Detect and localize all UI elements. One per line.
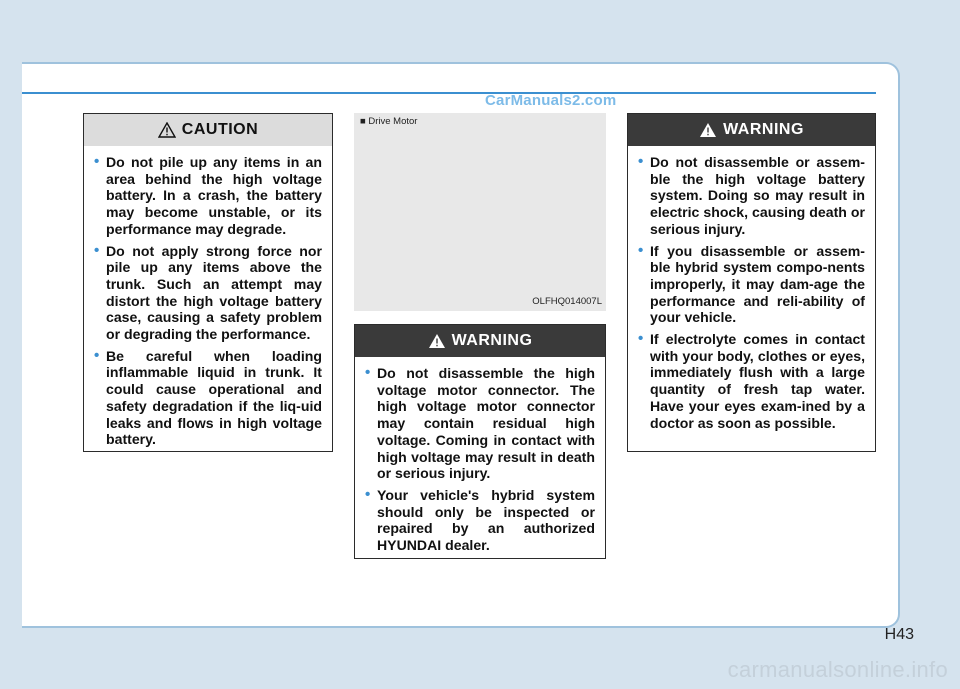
caution-title: CAUTION	[181, 121, 259, 138]
list-item: • Do not apply strong force nor pile up any items above the trunk. Such an attempt may distort the high voltage battery case, causing a safety problem or degrading the performance.	[94, 241, 322, 343]
drive-motor-figure	[354, 113, 606, 311]
warning-right-header	[628, 114, 875, 146]
figure-code: OLFHQ014007L	[532, 296, 602, 307]
warning-right-list	[628, 146, 875, 431]
watermark-bottom: carmanualsonline.info	[727, 657, 948, 682]
warning-right-box	[627, 113, 876, 452]
page-number: H43	[884, 626, 914, 643]
list-item: • Do not disassemble the high voltage motor connector. The high voltage motor connector may contain residual high voltage. Coming in contact with high voltage may result in death or serious injury.	[365, 364, 595, 482]
watermark-top: CarManuals2.com	[485, 92, 617, 109]
caution-box	[83, 113, 333, 452]
warning-right-title: WARNING	[723, 121, 804, 138]
top-rule	[22, 92, 876, 94]
list-item: • Do not disassemble or assem-ble the high voltage battery system. Doing so may result in electric shock, causing death or serious injury.	[638, 153, 865, 237]
list-item: • If you disassemble or assem-ble hybrid system compo-nents improperly, it may dam-age the performance and reli-ability of your vehicle.	[638, 241, 865, 326]
warning-middle-box	[354, 324, 606, 559]
warning-triangle-icon	[699, 122, 717, 138]
warning-middle-title: WARNING	[451, 332, 533, 349]
warning-triangle-icon	[428, 333, 446, 349]
warning-middle-header	[355, 325, 605, 357]
figure-label: ■ Drive Motor	[360, 116, 418, 127]
caution-list	[84, 146, 332, 448]
warning-middle-list	[355, 357, 605, 554]
caution-triangle-icon	[158, 122, 176, 138]
list-item: • Your vehicle's hybrid system should only be inspected or repaired by an authorized HYUNDAI dealer.	[365, 485, 595, 554]
list-item: • Do not pile up any items in an area behind the high voltage battery. In a crash, the battery may become unstable, or its performance may degrade.	[94, 153, 322, 237]
list-item: • If electrolyte comes in contact with your body, clothes or eyes, immediately flush with a large quantity of fresh tap water. Have your eyes exam-ined by a doctor as soon as possible.	[638, 330, 865, 431]
list-item: • Be careful when loading inflammable liquid in trunk. It could cause operational and safety degradation if the liq-uid leaks and flows in high voltage battery.	[94, 346, 322, 448]
caution-header	[84, 114, 332, 146]
